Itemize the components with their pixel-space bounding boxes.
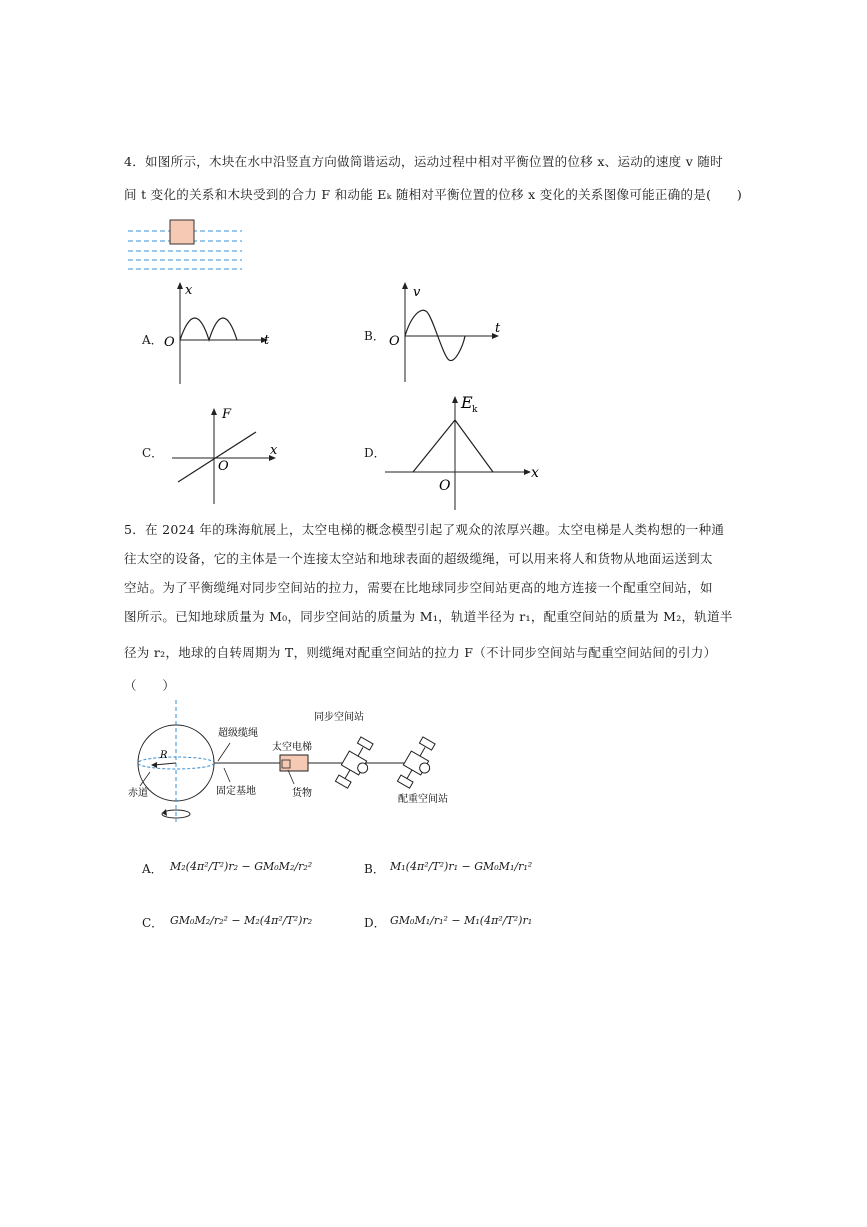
q4-a-xlabel: t	[264, 333, 270, 348]
q5-option-c-letter[interactable]: C．	[142, 916, 164, 930]
q4-graph-c[interactable]	[172, 404, 284, 504]
q4-graph-d[interactable]	[385, 392, 545, 510]
label-counter: 配重空间站	[398, 794, 448, 805]
label-cable: 超级缆绳	[218, 728, 258, 739]
label-cargo: 货物	[292, 788, 312, 799]
q5-line-1: 5．在 2024 年的珠海航展上，太空电梯的概念模型引起了观众的浓厚兴趣。太空电梯是人类构想的一种通	[124, 522, 725, 537]
q5-option-a-letter[interactable]: A．	[142, 862, 163, 876]
label-elevator: 太空电梯	[272, 742, 312, 753]
counterweight-station	[395, 735, 442, 792]
q4-b-ylabel: v	[413, 285, 421, 300]
q4-graph-a[interactable]	[160, 280, 280, 388]
q4-c-xlabel: x	[270, 443, 278, 458]
q4-a-ylabel: x	[185, 283, 193, 298]
q4-option-d-letter[interactable]: D．	[364, 446, 386, 460]
q4-graph-b[interactable]	[385, 280, 509, 386]
q4-c-origin: O	[218, 459, 229, 474]
q4-d-ylabel: E	[461, 393, 473, 412]
q4-c-ylabel: F	[222, 407, 232, 422]
q5-option-b-formula[interactable]: M₁(4π²/T²)r₁ − GM₀M₁/r₁²	[390, 860, 533, 873]
q4-b-xlabel: t	[495, 321, 501, 336]
q4-line-2: 间 t 变化的关系和木块受到的合力 F 和动能 Eₖ 随相对平衡位置的位移 x 变化的关系图像可能正确的是( )	[124, 187, 743, 202]
q4-option-c-letter[interactable]: C．	[142, 446, 164, 460]
q5-option-c-formula[interactable]: GM₀M₂/r₂² − M₂(4π²/T²)r₂	[170, 914, 313, 927]
label-sync: 同步空间站	[314, 712, 364, 723]
q4-a-origin: O	[164, 335, 175, 350]
q5-option-d-formula[interactable]: GM₀M₁/r₁² − M₁(4π²/T²)r₁	[390, 914, 533, 927]
q4-option-b-letter[interactable]: B．	[364, 329, 385, 343]
wood-block	[170, 220, 194, 244]
label-R: R	[160, 750, 168, 761]
sync-station	[333, 735, 380, 792]
q5-line-3: 空站。为了平衡缆绳对同步空间站的拉力，需要在比地球同步空间站更高的地方连接一个配重空间站，如	[124, 580, 713, 595]
space-elevator-diagram	[126, 700, 466, 828]
label-equator: 赤道	[128, 788, 148, 799]
q4-d-origin: O	[439, 478, 451, 494]
q4-d-xlabel: x	[531, 465, 539, 481]
q4-line-1: 4．如图所示，木块在水中沿竖直方向做简谐运动，运动过程中相对平衡位置的位移 x、运动的速度 v 随时	[124, 154, 723, 169]
q5-option-b-letter[interactable]: B．	[364, 862, 385, 876]
q5-option-d-letter[interactable]: D．	[364, 916, 386, 930]
q5-line-5: 径为 r₂，地球的自转周期为 T，则缆绳对配重空间站的拉力 F（不计同步空间站与配重空间站间的引力）	[124, 645, 717, 660]
q4-b-origin: O	[389, 334, 400, 349]
label-base: 固定基地	[216, 786, 256, 797]
elevator-box	[280, 755, 308, 771]
q4-d-ylabel-sub: k	[472, 405, 478, 415]
q5-line-2: 往太空的设备，它的主体是一个连接太空站和地球表面的超级缆绳，可以用来将人和货物从地面运送到太	[124, 551, 713, 566]
q5-line-6: （ ）	[124, 678, 176, 693]
q5-line-4: 图所示。已知地球质量为 M₀，同步空间站的质量为 M₁，轨道半径为 r₁，配重空间站的质量为 M₂，轨道半	[124, 609, 733, 624]
q5-option-a-formula[interactable]: M₂(4π²/T²)r₂ − GM₀M₂/r₂²	[170, 860, 313, 873]
water-block-figure	[124, 218, 248, 274]
q4-option-a-letter[interactable]: A．	[142, 333, 163, 347]
